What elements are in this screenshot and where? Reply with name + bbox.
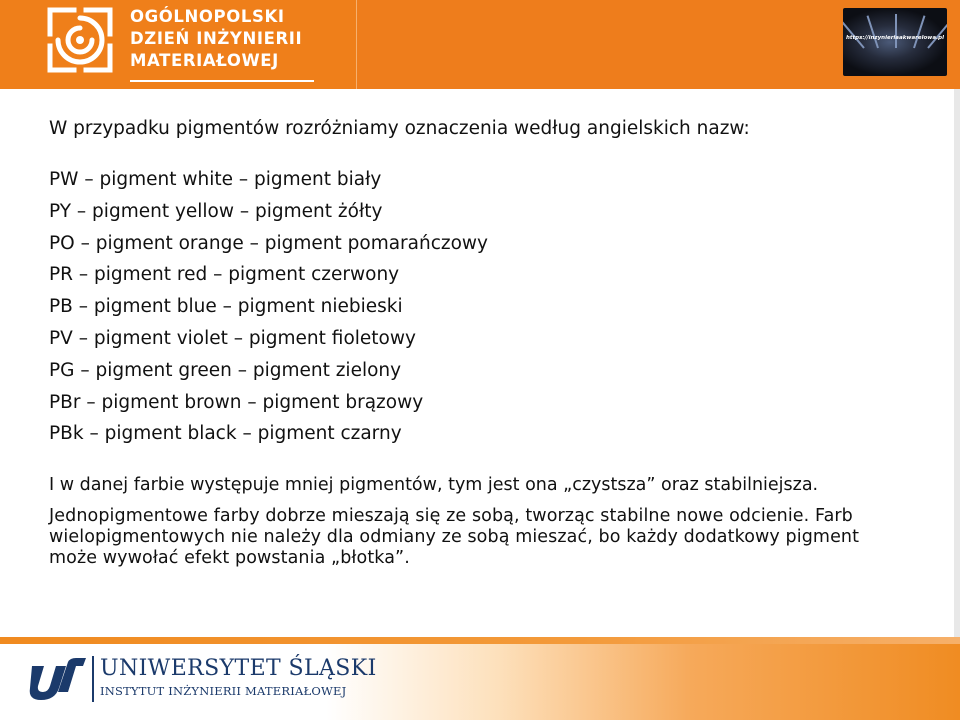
pigment-item: PY – pigment yellow – pigment żółty <box>49 200 383 222</box>
event-title-line-3: MATERIAŁOWEJ <box>130 51 279 70</box>
painted-face-image <box>843 8 947 76</box>
badge-url[interactable]: https://inzynieriaakwarelowa.pl <box>845 35 944 41</box>
footer <box>0 644 960 720</box>
pigment-list <box>49 164 909 450</box>
paragraph-purity: I w danej farbie występuje mniej pigmentów, tym jest ona „czystsza” oraz stabilniejsza. <box>49 475 819 496</box>
spiral-logo-icon <box>44 4 116 76</box>
pigment-item: PB – pigment blue – pigment niebieski <box>49 296 403 318</box>
pigment-item: PBk – pigment black – pigment czarny <box>49 423 402 445</box>
slide-content <box>49 116 909 569</box>
university-name: UNIWERSYTET ŚLĄSKI <box>100 656 377 681</box>
event-title <box>130 6 302 72</box>
pigment-item: PG – pigment green – pigment zielony <box>49 359 402 381</box>
pigment-item: PR – pigment red – pigment czerwony <box>49 264 400 286</box>
feather-stroke <box>895 14 897 48</box>
right-edge-shadow <box>954 89 960 637</box>
footer-divider <box>92 656 94 702</box>
footer-stripe <box>0 637 960 644</box>
feather-stroke <box>913 15 925 48</box>
event-logo-panel <box>0 0 357 89</box>
event-title-line-2: DZIEŃ INŻYNIERII <box>130 29 303 48</box>
pigment-item: PBr – pigment brown – pigment brązowy <box>49 391 424 413</box>
pigment-item: PV – pigment violet – pigment fioletowy <box>49 327 416 349</box>
intro-text: W przypadku pigmentów rozróżniamy oznaczenia według angielskich nazw: <box>49 118 750 139</box>
us-logo-icon <box>28 656 86 700</box>
paragraph-mixing: Jednopigmentowe farby dobrze mieszają się ze sobą, tworząc stabilne nowe odcienie. Farb wielopigmentowych nie należy dla odmiany ze sobą mieszać, bo każdy dodatkowy pigment może wywołać efekt powstania „błotka”. <box>49 506 860 569</box>
institute-name: INSTYTUT INŻYNIERII MATERIAŁOWEJ <box>100 684 347 698</box>
header-bar <box>0 0 960 89</box>
title-underline <box>130 80 314 82</box>
feather-stroke <box>867 15 879 48</box>
event-title-line-1: OGÓLNOPOLSKI <box>130 7 285 26</box>
pigment-item: PO – pigment orange – pigment pomarańczowy <box>49 232 488 254</box>
pigment-item: PW – pigment white – pigment biały <box>49 169 382 190</box>
